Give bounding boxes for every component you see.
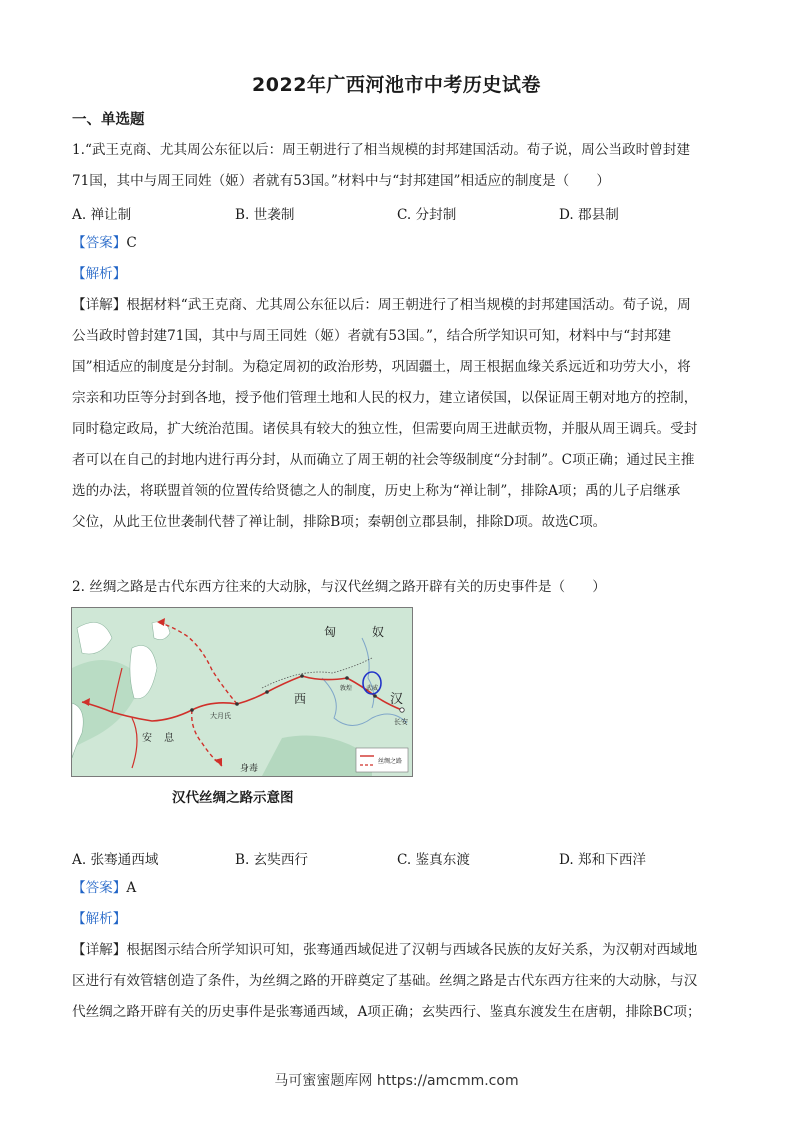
q1-detail-line: 宗亲和功臣等分封到各地，授予他们管理土地和人民的权力，建立诸侯国，以保证周王朝对地方的控制， — [72, 390, 698, 406]
q2-option-a: A. 张骞通西域 — [72, 852, 159, 868]
page-title: 2022年广西河池市中考历史试卷 — [252, 74, 541, 96]
q1-answer — [72, 233, 722, 253]
q1-option-b: B. 世袭制 — [235, 207, 295, 223]
map-label-wuwei: 武威 — [366, 685, 379, 692]
map-label-changan: 长安 — [394, 718, 408, 726]
q1-detail-line: 父位，从此王位世袭制代替了禅让制，排除B项；秦朝创立郡县制，排除D项。故选C项。 — [72, 514, 607, 530]
q1-analysis-label: 【解析】 — [72, 266, 127, 282]
q1-detail-line: 公当政时曾封建71国，其中与周王同姓（姬）者就有53国。”，结合所学知识可知，材料中与“封邦建 — [72, 328, 672, 344]
map-label-anxi-1: 安 — [142, 733, 152, 744]
q1-stem-line2: 71国，其中与周王同姓（姬）者就有53国。”材料中与“封邦建国”相适应的制度是（ ） — [72, 173, 611, 189]
q1-answer-value: C — [126, 235, 137, 251]
map-label-xiongnu-1: 匈 — [324, 625, 337, 639]
q2-option-d: D. 郑和下西洋 — [559, 852, 647, 868]
section-heading: 一、单选题 — [72, 112, 145, 128]
map-label-xiongnu-2: 奴 — [372, 625, 385, 639]
q1-option-c: C. 分封制 — [397, 207, 457, 223]
map-legend-label: 丝绸之路 — [378, 758, 403, 765]
map-label-dayuezhi: 大月氏 — [210, 712, 231, 720]
map-svg — [72, 608, 412, 776]
map-label-han: 汉 — [390, 692, 404, 707]
silk-road-map — [71, 607, 413, 777]
q2-analysis-label: 【解析】 — [72, 911, 127, 927]
q2-option-b: B. 玄奘西行 — [235, 852, 309, 868]
q1-detail-line: 同时稳定政局，扩大统治范围。诸侯具有较大的独立性，但需要向周王进献贡物，并服从周王调兵。受封 — [72, 421, 698, 437]
q1-detail-line: 选的办法，将联盟首领的位置传给贤德之人的制度，历史上称为“禅让制”，排除A项；禹的儿子启继承 — [72, 483, 681, 499]
q2-detail-line: 代丝绸之路开辟有关的历史事件是张骞通西域，A项正确；玄奘西行、鉴真东渡发生在唐朝，排除BC项； — [72, 1004, 701, 1020]
q1-answer-label: 【答案】 — [72, 235, 127, 251]
q1-detail-line: 【详解】根据材料“武王克商、尤其周公东征以后：周王朝进行了相当规模的封邦建国活动。荀子说，周 — [72, 297, 691, 313]
q1-stem-line1: 1.“武王克商、尤其周公东征以后：周王朝进行了相当规模的封邦建国活动。荀子说，周公当政时曾封建 — [72, 142, 691, 158]
figure-caption: 汉代丝绸之路示意图 — [172, 790, 294, 806]
q1-detail-line: 者可以在自己的封地内进行再分封，从而确立了周王朝的社会等级制度“分封制”。C项正确；通过民主推 — [72, 452, 695, 468]
q2-answer — [72, 878, 722, 898]
q1-option-a: A. 禅让制 — [72, 207, 132, 223]
q2-option-c: C. 鉴真东渡 — [397, 852, 470, 868]
q1-option-d: D. 郡县制 — [559, 207, 619, 223]
map-label-shendu: 身毒 — [240, 764, 259, 774]
q2-detail-line: 【详解】根据图示结合所学知识可知，张骞通西域促进了汉朝与西域各民族的友好关系，为汉朝对西域地 — [72, 942, 698, 958]
map-label-xi: 西 — [294, 692, 307, 706]
map-label-dunhuang: 敦煌 — [340, 685, 353, 692]
q2-answer-label: 【答案】 — [72, 880, 127, 896]
q2-detail-line: 区进行有效管辖创造了条件，为丝绸之路的开辟奠定了基础。丝绸之路是古代东西方往来的大动脉，与汉 — [72, 973, 698, 989]
q2-stem: 2. 丝绸之路是古代东西方往来的大动脉，与汉代丝绸之路开辟有关的历史事件是（ ） — [72, 579, 606, 595]
page-footer: 马可蜜蜜题库网 https://amcmm.com — [274, 1073, 519, 1089]
q1-detail-line: 国”相适应的制度是分封制。为稳定周初的政治形势，巩固疆土，周王根据血缘关系远近和功劳大小，将 — [72, 359, 691, 375]
q2-answer-value: A — [126, 880, 137, 896]
map-label-anxi-2: 息 — [164, 733, 174, 744]
